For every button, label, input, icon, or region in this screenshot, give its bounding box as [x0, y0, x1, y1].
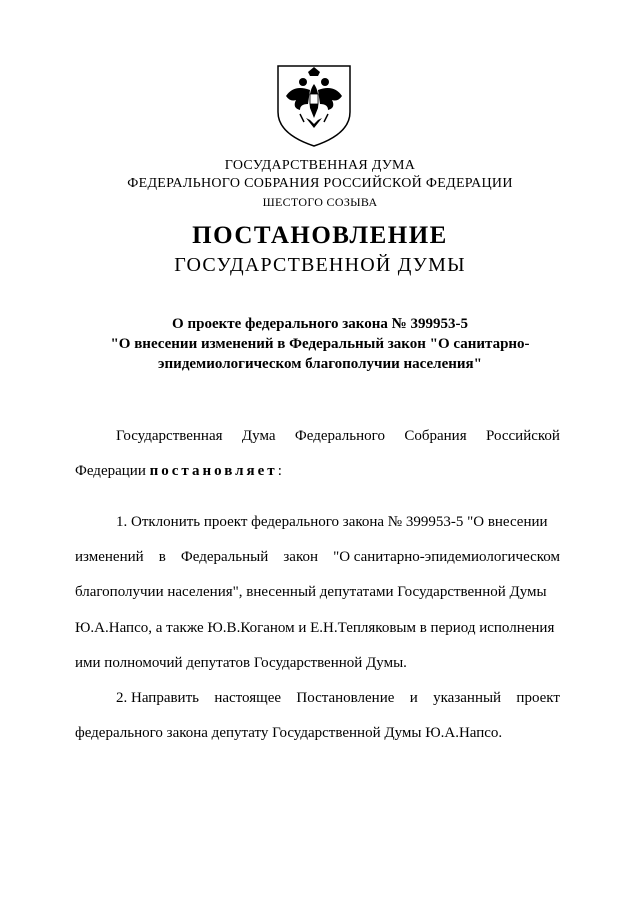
header-federal-assembly: ФЕДЕРАЛЬНОГО СОБРАНИЯ РОССИЙСКОЙ ФЕДЕРАЦИИ: [127, 176, 513, 191]
item1-line-4: Ю.А.Напсо, а также Ю.В.Коганом и Е.Н.Тепляковым в период исполнения: [75, 620, 555, 636]
item2-line-2: федерального закона депутату Государственной Думы Ю.А.Напсо.: [75, 725, 503, 741]
subject-line-3: эпидемиологическом благополучии населения": [158, 356, 482, 372]
preamble-word: Российской: [486, 428, 560, 444]
preamble-word: Дума: [241, 428, 276, 444]
document-title: ПОСТАНОВЛЕНИЕ: [192, 222, 448, 249]
header-convocation: ШЕСТОГО СОЗЫВА: [262, 195, 378, 209]
preamble-word: Собрания: [404, 428, 467, 444]
item1-line-3: благополучии населения", внесенный депутатами Государственной Думы: [75, 584, 547, 600]
resolution-verb: постановляет: [149, 463, 278, 479]
preamble-word: Федерального: [294, 428, 385, 444]
item2-line-1: 2. Направить настоящее Постановление и указанный проект: [116, 690, 560, 706]
preamble-word: Государственная: [116, 428, 223, 444]
coat-of-arms-icon: [270, 62, 358, 150]
item1-line-2: изменений в Федеральный закон "О санитарно-эпидемиологическом: [75, 549, 560, 565]
preamble-line-2: Федерации постановляет:: [75, 463, 282, 479]
preamble-line-1: [116, 428, 560, 445]
document-subtitle: ГОСУДАРСТВЕННОЙ ДУМЫ: [174, 254, 466, 276]
subject-line-2: "О внесении изменений в Федеральный закон "О санитарно-: [110, 336, 530, 352]
item1-line-1: 1. Отклонить проект федерального закона № 399953-5 "О внесении: [116, 514, 548, 530]
preamble-word: Федерации: [75, 463, 146, 479]
header-organization: ГОСУДАРСТВЕННАЯ ДУМА: [224, 158, 416, 173]
subject-line-1: О проекте федерального закона № 399953-5: [172, 316, 468, 332]
item1-line-5: ими полномочий депутатов Государственной Думы.: [75, 655, 407, 671]
